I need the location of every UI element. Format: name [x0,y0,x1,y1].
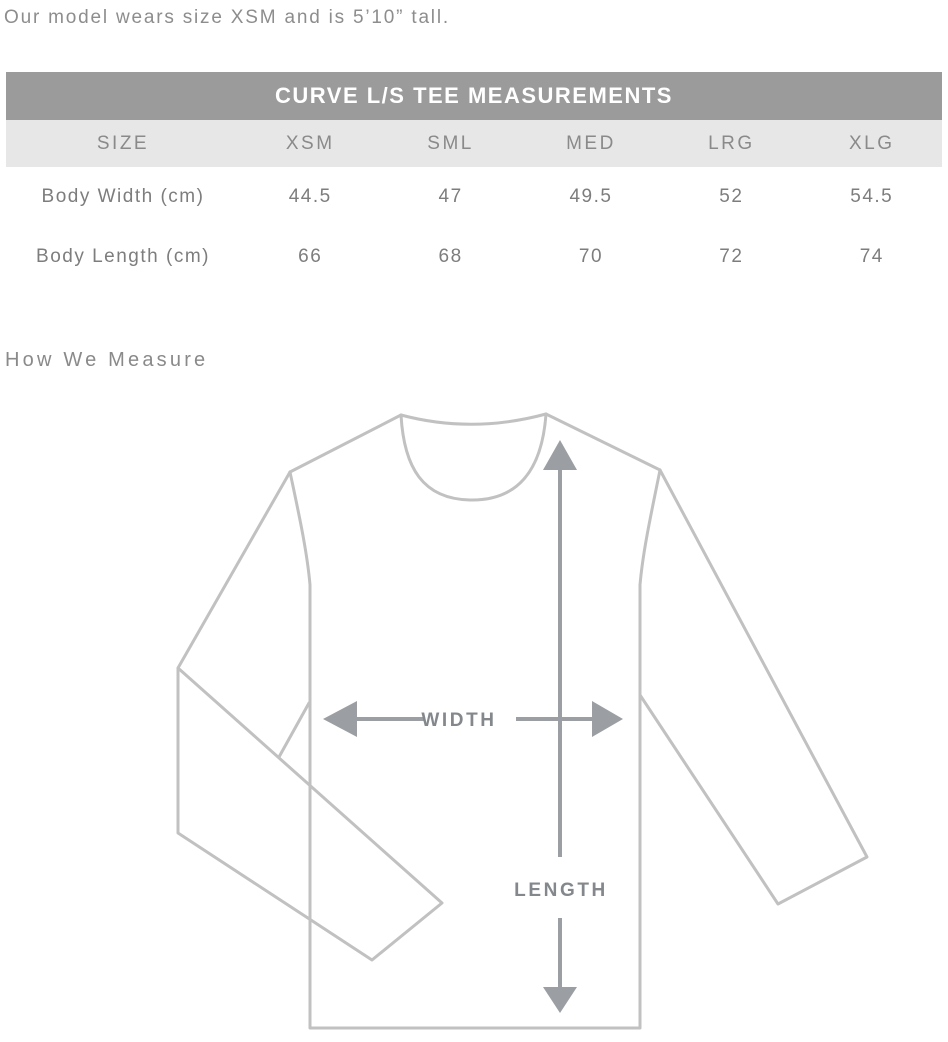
measurement-value: 49.5 [569,186,613,207]
width-arrow [323,701,623,737]
length-arrow-top-head [543,440,577,470]
length-label: LENGTH [514,880,608,901]
length-arrow-bottom-head [543,987,577,1013]
how-we-measure-heading: How We Measure [5,349,209,371]
measurement-value: 72 [719,246,744,267]
size-header-cell: SIZE [96,132,150,154]
size-header-cell: MED [566,132,616,154]
measurement-value: 47 [438,186,463,207]
measurement-value: 54.5 [850,186,894,207]
measurement-value: 66 [298,246,323,267]
width-label: WIDTH [421,710,497,731]
size-header-cell: XSM [285,132,335,154]
width-arrow-right-head [592,701,623,737]
size-header-cell: LRG [708,132,755,154]
size-header-cell: SML [427,132,474,154]
measurement-value: 70 [578,246,604,267]
model-note: Our model wears size XSM and is 5’10” tall. [4,7,450,28]
measurement-value: 52 [719,186,744,207]
size-header-cell: XLG [848,132,895,154]
table-title: CURVE L/S TEE MEASUREMENTS [6,72,942,120]
measurement-value: 68 [438,246,463,267]
row-label: Body Length (cm) [36,246,210,267]
measurement-value: 44.5 [288,186,332,207]
row-label: Body Width (cm) [41,186,205,207]
measurement-value: 74 [859,246,884,267]
width-arrow-left-head [323,701,357,737]
